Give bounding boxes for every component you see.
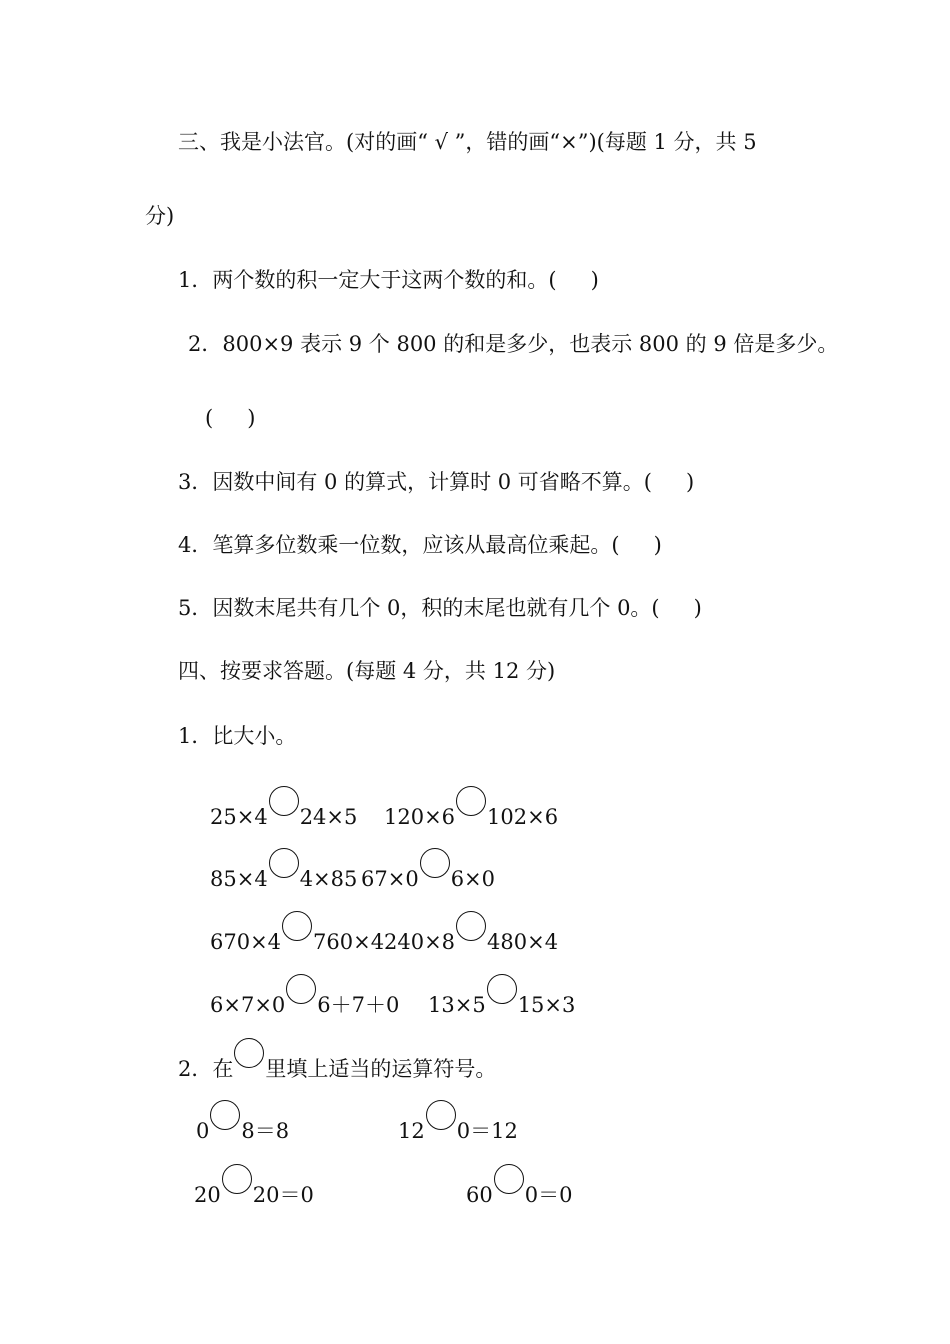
- compare-circle[interactable]: [420, 848, 450, 878]
- compare-row-2: 85×4 4×85 67×0 6×0: [210, 848, 495, 876]
- q2-title: 2．在 里填上适当的运算符号。: [178, 1038, 496, 1066]
- judge-item-3: 3．因数中间有 0 的算式，计算时 0 可省略不算。( ): [178, 470, 695, 494]
- compare-row-1: 25×4 24×5 120×6 102×6: [210, 786, 558, 814]
- judge-item-1: 1．两个数的积一定大于这两个数的和。( ): [178, 268, 599, 292]
- compare-circle[interactable]: [487, 974, 517, 1004]
- circle-symbol: [234, 1038, 264, 1068]
- judge-item-5: 5．因数末尾共有几个 0，积的末尾也就有几个 0。( ): [178, 596, 702, 620]
- fill-row-1: 0 8＝8 12 0＝12: [196, 1100, 518, 1128]
- section3-title-cont: 分): [145, 204, 175, 228]
- compare-row-4: 6×7×0 6＋7＋0 13×5 15×3: [210, 974, 575, 1002]
- operator-circle[interactable]: [210, 1100, 240, 1130]
- operator-circle[interactable]: [426, 1100, 456, 1130]
- compare-circle[interactable]: [456, 911, 486, 941]
- fill-row-2: 20 20＝0 60 0＝0: [194, 1164, 572, 1192]
- compare-circle[interactable]: [456, 786, 486, 816]
- compare-circle[interactable]: [269, 848, 299, 878]
- section4-title: 四、按要求答题。(每题 4 分，共 12 分): [178, 659, 556, 683]
- compare-row-3: 670×4 760×4240×8 480×4: [210, 911, 558, 939]
- judge-item-2-answer: ( ): [205, 406, 256, 430]
- judge-item-2: 2．800×9 表示 9 个 800 的和是多少，也表示 800 的 9 倍是多少。: [188, 332, 839, 356]
- q1-title: 1．比大小。: [178, 724, 297, 748]
- compare-circle[interactable]: [282, 911, 312, 941]
- judge-item-1-text: 1．两个数的积一定大于这两个数的和。(: [178, 268, 557, 292]
- operator-circle[interactable]: [222, 1164, 252, 1194]
- section3-title: 三、我是小法官。(对的画“ √ ”，错的画“×”)(每题 1 分，共 5: [178, 130, 757, 154]
- compare-circle[interactable]: [286, 974, 316, 1004]
- operator-circle[interactable]: [494, 1164, 524, 1194]
- judge-item-4: 4．笔算多位数乘一位数，应该从最高位乘起。( ): [178, 533, 662, 557]
- compare-circle[interactable]: [269, 786, 299, 816]
